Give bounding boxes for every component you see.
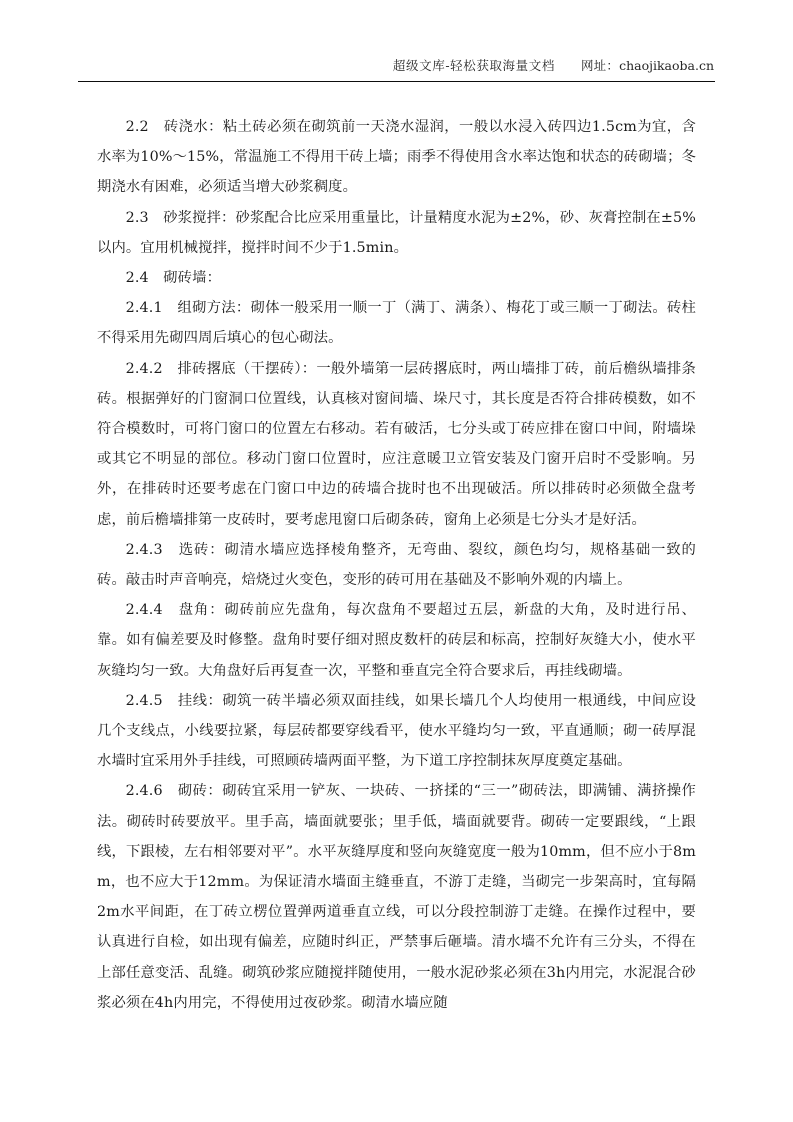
header-site-title: 超级文库-轻松获取海量文档 — [392, 58, 555, 73]
header-divider — [78, 81, 715, 82]
paragraph-2-4-6: 2.4.6 砌砖：砌砖宜采用一铲灰、一块砖、一挤揉的“三一”砌砖法，即满铺、满挤操作法。砌砖时砖要放平。里手高，墙面就要张；里手低，墙面就要背。砌砖一定要跟线，“上跟线，下跟棱，左右相邻要对平”。水平灰缝厚度和竖向灰缝宽度一般为10mm，但不应小于8mm，也不应大于12mm。为保证清水墙面主缝垂直，不游丁走缝，当砌完一步架高时，宜每隔2m水平间距，在丁砖立楞位置弹两道垂直立线，可以分段控制游丁走缝。在操作过程中，要认真进行自检，如出现有偏差，应随时纠正，严禁事后砸墙。清水墙不允许有三分头，不得在上部任意变活、乱缝。砌筑砂浆应随搅拌随使用，一般水泥砂浆必须在3h内用完，水泥混合砂浆必须在4h内用完，不得使用过夜砂浆。砌清水墙应随 — [97, 783, 696, 1011]
page-header-content — [78, 48, 715, 74]
header-url-label: 网址： — [580, 58, 620, 73]
header-site-url — [581, 56, 714, 74]
paragraph-2-4-4: 2.4.4 盘角：砌砖前应先盘角，每次盘角不要超过五层，新盘的大角，及时进行吊、靠。如有偏差要及时修整。盘角时要仔细对照皮数杆的砖层和标高，控制好灰缝大小，使水平灰缝均匀一致。大角盘好后再复查一次，平整和垂直完全符合要求后，再挂线砌墙。 — [97, 602, 696, 679]
header-url-value: chaojikaoba.cn — [619, 58, 714, 73]
paragraph-2-4-1: 2.4.1 组砌方法：砌体一般采用一顺一丁（满丁、满条）、梅花丁或三顺一丁砌法。砖柱不得采用先砌四周后填心的包心砌法。 — [97, 300, 696, 347]
paragraph-2-4: 2.4 砌砖墙： — [125, 270, 222, 287]
page-header — [78, 48, 715, 82]
document-body — [97, 112, 696, 1018]
paragraph-2-2: 2.2 砖浇水：粘土砖必须在砌筑前一天浇水湿润，一般以水浸入砖四边1.5cm为宜，含水率为10%～15%，常温施工不得用干砖上墙；雨季不得使用含水率达饱和状态的砖砌墙；冬期浇水有困难，必须适当增大砂浆稠度。 — [97, 119, 696, 196]
paragraph-2-4-2: 2.4.2 排砖撂底（干摆砖）：一般外墙第一层砖撂底时，两山墙排丁砖，前后檐纵墙排条砖。根据弹好的门窗洞口位置线，认真核对窗间墙、垛尺寸，其长度是否符合排砖模数，如不符合模数时，可将门窗口的位置左右移动。若有破活，七分头或丁砖应排在窗口中间，附墙垛或其它不明显的部位。移动门窗口位置时，应注意暖卫立管安装及门窗开启时不受影响。另外，在排砖时还要考虑在门窗口中边的砖墙合拢时也不出现破活。所以排砖时必须做全盘考虑，前后檐墙排第一皮砖时，要考虑甩窗口后砌条砖，窗角上必须是七分头才是好活。 — [97, 360, 696, 528]
paragraph-2-3: 2.3 砂浆搅拌：砂浆配合比应采用重量比，计量精度水泥为±2%，砂、灰膏控制在±5%以内。宜用机械搅拌，搅拌时间不少于1.5min。 — [97, 209, 696, 256]
paragraph-2-4-3: 2.4.3 选砖：砌清水墙应选择棱角整齐，无弯曲、裂纹，颜色均匀，规格基础一致的砖。敲击时声音响亮，焙烧过火变色，变形的砖可用在基础及不影响外观的内墙上。 — [97, 541, 696, 589]
paragraph-2-4-5: 2.4.5 挂线：砌筑一砖半墙必须双面挂线，如果长墙几个人均使用一根通线，中间应设几个支线点，小线要拉紧，每层砖都要穿线看平，使水平缝均匀一致，平直通顺；砌一砖厚混水墙时宜采用外手挂线，可照顾砖墙两面平整，为下道工序控制抹灰厚度奠定基础。 — [97, 692, 696, 770]
